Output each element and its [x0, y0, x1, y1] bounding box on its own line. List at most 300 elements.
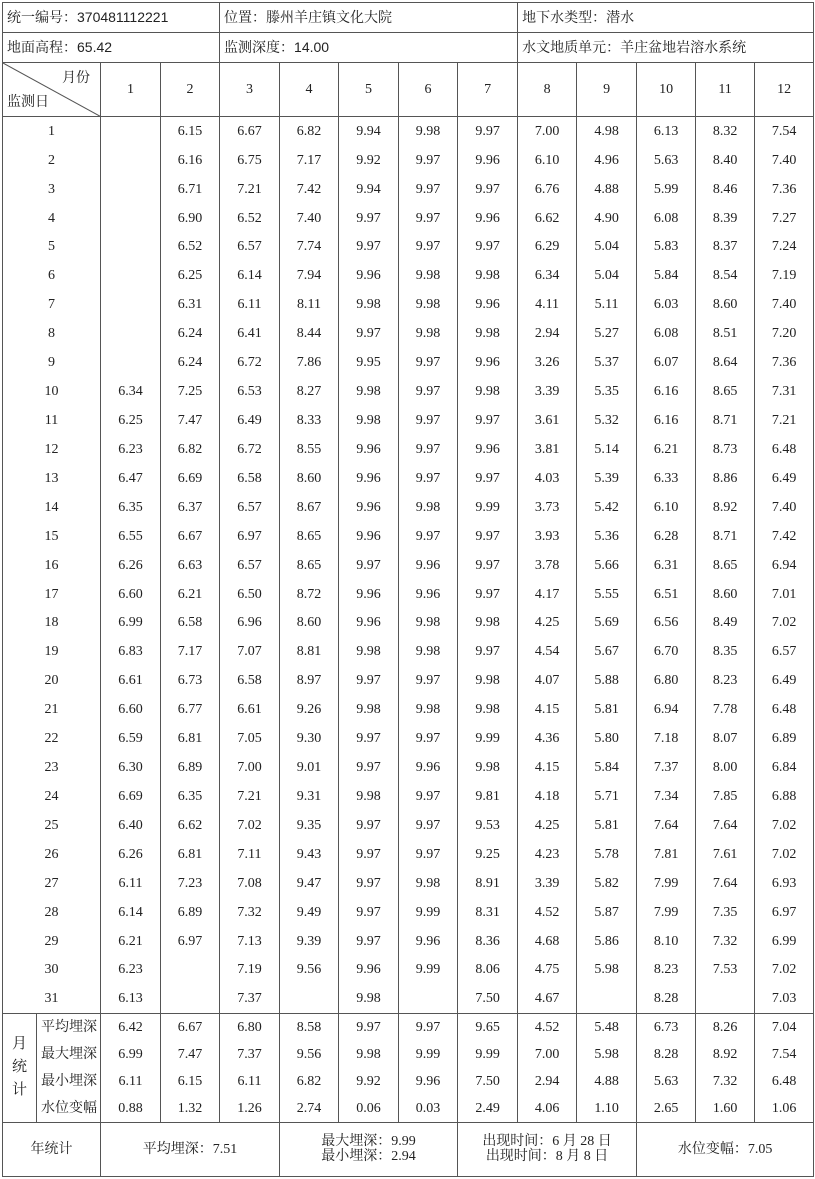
depth-cell: 6.16	[637, 377, 696, 406]
depth-cell: 5.27	[577, 319, 637, 348]
depth-cell: 6.81	[161, 724, 220, 753]
stat-cell: 7.00	[518, 1041, 577, 1068]
depth-cell: 8.54	[696, 262, 755, 291]
depth-cell: 9.97	[399, 204, 458, 233]
depth-cell: 6.21	[161, 580, 220, 609]
depth-cell: 7.34	[637, 782, 696, 811]
depth-cell: 6.25	[161, 262, 220, 291]
depth-cell: 6.49	[755, 667, 814, 696]
stat-cell: 7.04	[755, 1014, 814, 1041]
depth-cell: 5.87	[577, 898, 637, 927]
depth-cell: 7.08	[220, 869, 280, 898]
table-row	[3, 464, 814, 493]
depth-cell: 8.72	[280, 580, 339, 609]
depth-cell: 9.99	[458, 724, 518, 753]
depth-cell: 9.97	[399, 146, 458, 175]
depth-cell: 7.94	[280, 262, 339, 291]
day-label: 18	[3, 609, 101, 638]
depth-cell: 8.35	[696, 638, 755, 667]
day-label: 26	[3, 840, 101, 869]
day-label: 4	[3, 204, 101, 233]
depth-cell: 6.23	[101, 435, 161, 464]
depth-cell: 4.03	[518, 464, 577, 493]
depth-cell: 8.32	[696, 117, 755, 146]
depth-cell: 5.55	[577, 580, 637, 609]
depth-cell: 9.96	[458, 348, 518, 377]
depth-cell: 6.28	[637, 522, 696, 551]
depth-cell: 4.54	[518, 638, 577, 667]
depth-cell: 6.47	[101, 464, 161, 493]
depth-cell: 9.96	[339, 609, 399, 638]
depth-cell: 8.10	[637, 927, 696, 956]
depth-cell: 5.11	[577, 291, 637, 320]
depth-cell: 6.69	[101, 782, 161, 811]
depth-cell: 6.51	[637, 580, 696, 609]
depth-cell: 6.67	[161, 522, 220, 551]
depth-cell: 7.64	[696, 811, 755, 840]
depth-cell: 6.84	[755, 753, 814, 782]
depth-cell: 4.96	[577, 146, 637, 175]
depth-cell: 6.14	[101, 898, 161, 927]
depth-cell: 9.92	[339, 146, 399, 175]
depth-cell: 8.36	[458, 927, 518, 956]
day-label: 30	[3, 956, 101, 985]
annual-max-min	[280, 1122, 458, 1177]
stat-cell: 4.06	[518, 1095, 577, 1122]
depth-cell: 8.60	[696, 580, 755, 609]
stat-cell: 7.32	[696, 1068, 755, 1095]
depth-cell: 9.47	[280, 869, 339, 898]
depth-cell: 6.89	[755, 724, 814, 753]
day-label: 1	[3, 117, 101, 146]
depth-cell: 7.19	[220, 956, 280, 985]
depth-cell: 7.86	[280, 348, 339, 377]
month-header: 11	[696, 63, 755, 117]
depth-cell: 8.40	[696, 146, 755, 175]
depth-cell: 7.13	[220, 927, 280, 956]
table-row	[3, 609, 814, 638]
stat-cell: 2.65	[637, 1095, 696, 1122]
depth-cell: 7.27	[755, 204, 814, 233]
depth-cell: 6.08	[637, 204, 696, 233]
stat-label: 水位变幅	[37, 1095, 101, 1122]
day-label: 2	[3, 146, 101, 175]
annual-min-depth: 最小埋深：2.94	[321, 1149, 416, 1165]
depth-cell: 6.56	[637, 609, 696, 638]
depth-cell: 7.32	[696, 927, 755, 956]
depth-cell: 6.03	[637, 291, 696, 320]
depth-cell: 8.86	[696, 464, 755, 493]
depth-cell: 7.24	[755, 233, 814, 262]
header-row-1	[3, 3, 814, 33]
depth-cell: 5.84	[577, 753, 637, 782]
table-row	[3, 175, 814, 204]
depth-cell: 7.21	[220, 175, 280, 204]
stat-cell: 9.65	[458, 1014, 518, 1041]
monthly-stats-label	[3, 1014, 37, 1122]
depth-cell: 9.98	[339, 985, 399, 1014]
stat-cell: 5.98	[577, 1041, 637, 1068]
depth-cell: 9.95	[339, 348, 399, 377]
stat-label: 最大埋深	[37, 1041, 101, 1068]
depth-cell: 9.97	[399, 348, 458, 377]
stat-cell: 6.67	[161, 1014, 220, 1041]
depth-cell: 2.94	[518, 319, 577, 348]
stat-cell: 9.99	[458, 1041, 518, 1068]
depth-cell: 9.98	[458, 753, 518, 782]
depth-cell: 7.01	[755, 580, 814, 609]
depth-cell: 9.96	[339, 262, 399, 291]
depth-cell: 7.32	[220, 898, 280, 927]
depth-cell: 8.33	[280, 406, 339, 435]
depth-cell: 9.97	[399, 724, 458, 753]
depth-cell: 6.31	[161, 291, 220, 320]
depth-cell: 3.39	[518, 869, 577, 898]
depth-cell: 6.58	[220, 464, 280, 493]
depth-cell: 9.97	[339, 204, 399, 233]
depth-cell: 6.99	[101, 609, 161, 638]
depth-cell: 6.33	[637, 464, 696, 493]
depth-cell: 3.93	[518, 522, 577, 551]
stat-cell: 9.96	[399, 1068, 458, 1095]
table-row	[3, 956, 814, 985]
depth-cell: 7.42	[755, 522, 814, 551]
depth-cell: 6.62	[518, 204, 577, 233]
depth-cell: 9.43	[280, 840, 339, 869]
table-row	[3, 898, 814, 927]
table-row	[3, 348, 814, 377]
stat-cell: 6.11	[101, 1068, 161, 1095]
depth-cell: 5.83	[637, 233, 696, 262]
depth-cell: 6.71	[161, 175, 220, 204]
depth-cell: 9.97	[458, 117, 518, 146]
depth-cell	[101, 175, 161, 204]
depth-cell: 7.78	[696, 695, 755, 724]
depth-cell: 8.27	[280, 377, 339, 406]
stat-cell: 8.26	[696, 1014, 755, 1041]
depth-cell: 7.53	[696, 956, 755, 985]
depth-cell: 9.97	[399, 782, 458, 811]
depth-cell	[101, 204, 161, 233]
depth-cell: 4.17	[518, 580, 577, 609]
month-header: 2	[161, 63, 220, 117]
depth-cell: 9.98	[339, 377, 399, 406]
stat-cell: 1.06	[755, 1095, 814, 1122]
depth-cell: 6.99	[755, 927, 814, 956]
depth-cell: 6.34	[101, 377, 161, 406]
stat-cell: 7.50	[458, 1068, 518, 1095]
depth-cell: 9.96	[339, 956, 399, 985]
depth-cell: 6.57	[755, 638, 814, 667]
stat-cell: 0.06	[339, 1095, 399, 1122]
depth-cell: 9.97	[458, 233, 518, 262]
depth-cell: 6.11	[220, 291, 280, 320]
depth-cell: 7.40	[755, 291, 814, 320]
monitoring-depth: 监测深度：14.00	[220, 33, 518, 63]
depth-cell: 7.81	[637, 840, 696, 869]
depth-cell: 9.96	[339, 493, 399, 522]
depth-cell: 6.53	[220, 377, 280, 406]
depth-cell: 9.26	[280, 695, 339, 724]
depth-cell: 7.36	[755, 348, 814, 377]
table-row	[3, 580, 814, 609]
depth-cell: 6.15	[161, 117, 220, 146]
depth-cell: 8.49	[696, 609, 755, 638]
depth-cell: 5.63	[637, 146, 696, 175]
depth-cell	[399, 985, 458, 1014]
depth-cell: 8.71	[696, 406, 755, 435]
depth-cell: 7.02	[755, 956, 814, 985]
depth-cell: 7.11	[220, 840, 280, 869]
table-row	[3, 493, 814, 522]
stat-cell: 9.97	[339, 1014, 399, 1041]
depth-cell: 8.51	[696, 319, 755, 348]
stat-cell: 8.28	[637, 1041, 696, 1068]
stat-cell: 9.92	[339, 1068, 399, 1095]
depth-cell: 6.70	[637, 638, 696, 667]
depth-cell: 9.97	[339, 667, 399, 696]
depth-cell: 9.98	[339, 695, 399, 724]
depth-cell: 8.07	[696, 724, 755, 753]
table-row	[3, 695, 814, 724]
day-label: 23	[3, 753, 101, 782]
depth-cell: 6.26	[101, 840, 161, 869]
depth-cell: 7.37	[637, 753, 696, 782]
depth-cell: 6.50	[220, 580, 280, 609]
depth-cell: 9.98	[458, 377, 518, 406]
stat-cell: 0.03	[399, 1095, 458, 1122]
stat-cell: 5.63	[637, 1068, 696, 1095]
depth-cell: 7.02	[755, 840, 814, 869]
depth-cell: 7.37	[220, 985, 280, 1014]
depth-cell: 4.68	[518, 927, 577, 956]
depth-cell: 9.99	[458, 493, 518, 522]
depth-cell: 6.30	[101, 753, 161, 782]
depth-cell: 9.96	[458, 291, 518, 320]
depth-cell: 9.81	[458, 782, 518, 811]
depth-cell: 9.97	[399, 522, 458, 551]
depth-cell: 5.88	[577, 667, 637, 696]
stat-cell: 1.32	[161, 1095, 220, 1122]
stat-cell: 6.15	[161, 1068, 220, 1095]
depth-cell: 9.97	[458, 580, 518, 609]
table-row	[3, 262, 814, 291]
depth-cell: 9.31	[280, 782, 339, 811]
stat-cell: 8.92	[696, 1041, 755, 1068]
depth-cell: 9.98	[458, 695, 518, 724]
stat-label: 平均埋深	[37, 1014, 101, 1041]
depth-cell: 6.58	[220, 667, 280, 696]
depth-cell: 6.07	[637, 348, 696, 377]
depth-cell: 6.63	[161, 551, 220, 580]
depth-cell: 5.86	[577, 927, 637, 956]
depth-cell: 9.99	[399, 898, 458, 927]
depth-cell: 9.98	[399, 291, 458, 320]
depth-cell: 7.25	[161, 377, 220, 406]
stat-cell: 8.58	[280, 1014, 339, 1041]
depth-cell: 9.98	[399, 638, 458, 667]
depth-cell: 6.10	[518, 146, 577, 175]
depth-cell: 6.23	[101, 956, 161, 985]
depth-cell: 9.96	[399, 580, 458, 609]
month-header: 5	[339, 63, 399, 117]
table-row	[3, 117, 814, 146]
depth-cell: 6.59	[101, 724, 161, 753]
groundwater-monitoring-table	[2, 2, 814, 1177]
month-header: 9	[577, 63, 637, 117]
depth-cell: 9.98	[399, 609, 458, 638]
depth-cell: 9.94	[339, 117, 399, 146]
depth-cell: 6.81	[161, 840, 220, 869]
depth-cell: 5.99	[637, 175, 696, 204]
depth-cell: 6.16	[161, 146, 220, 175]
depth-cell: 9.97	[339, 319, 399, 348]
depth-cell: 7.31	[755, 377, 814, 406]
depth-cell: 9.98	[399, 695, 458, 724]
depth-cell: 9.96	[339, 522, 399, 551]
depth-cell: 4.52	[518, 898, 577, 927]
day-label: 28	[3, 898, 101, 927]
depth-cell: 8.39	[696, 204, 755, 233]
depth-cell: 8.28	[637, 985, 696, 1014]
depth-cell: 8.44	[280, 319, 339, 348]
depth-cell	[101, 319, 161, 348]
depth-cell: 9.97	[458, 638, 518, 667]
table-row	[3, 291, 814, 320]
hydrogeologic-unit: 水文地质单元：羊庄盆地岩溶水系统	[518, 33, 814, 63]
depth-cell: 6.88	[755, 782, 814, 811]
depth-cell: 9.01	[280, 753, 339, 782]
day-label: 22	[3, 724, 101, 753]
depth-cell: 6.61	[101, 667, 161, 696]
day-label: 6	[3, 262, 101, 291]
depth-cell: 9.97	[399, 233, 458, 262]
depth-cell: 7.05	[220, 724, 280, 753]
depth-cell: 7.35	[696, 898, 755, 927]
depth-cell: 6.48	[755, 695, 814, 724]
station-id: 统一编号：370481112221	[3, 3, 220, 33]
annual-max-depth: 最大埋深：9.99	[321, 1133, 416, 1149]
depth-cell	[101, 348, 161, 377]
depth-cell: 6.11	[101, 869, 161, 898]
depth-cell: 6.97	[220, 522, 280, 551]
depth-cell: 3.78	[518, 551, 577, 580]
depth-cell: 6.14	[220, 262, 280, 291]
depth-cell: 9.97	[399, 667, 458, 696]
day-label: 19	[3, 638, 101, 667]
depth-cell: 6.80	[637, 667, 696, 696]
table-row	[3, 811, 814, 840]
depth-cell: 5.82	[577, 869, 637, 898]
day-label: 24	[3, 782, 101, 811]
depth-cell: 7.74	[280, 233, 339, 262]
depth-cell: 6.89	[161, 898, 220, 927]
day-label: 9	[3, 348, 101, 377]
depth-cell: 9.30	[280, 724, 339, 753]
day-label: 29	[3, 927, 101, 956]
depth-cell: 9.98	[399, 117, 458, 146]
depth-cell	[101, 117, 161, 146]
month-header: 6	[399, 63, 458, 117]
depth-cell: 6.55	[101, 522, 161, 551]
depth-cell: 6.13	[637, 117, 696, 146]
depth-cell: 9.39	[280, 927, 339, 956]
depth-cell: 6.29	[518, 233, 577, 262]
depth-cell: 9.96	[339, 580, 399, 609]
depth-cell: 8.37	[696, 233, 755, 262]
depth-cell: 4.23	[518, 840, 577, 869]
stat-cell: 1.26	[220, 1095, 280, 1122]
depth-cell: 4.25	[518, 609, 577, 638]
annual-average: 平均埋深：7.51	[101, 1122, 280, 1177]
depth-cell: 9.96	[399, 551, 458, 580]
day-label: 21	[3, 695, 101, 724]
depth-cell: 9.98	[458, 319, 518, 348]
day-label: 16	[3, 551, 101, 580]
stat-cell: 6.99	[101, 1041, 161, 1068]
depth-cell: 6.97	[755, 898, 814, 927]
monthly-stats-label-char: 月	[11, 1035, 27, 1052]
depth-cell	[101, 262, 161, 291]
day-label: 13	[3, 464, 101, 493]
depth-cell: 6.73	[161, 667, 220, 696]
depth-cell: 9.96	[339, 464, 399, 493]
depth-cell: 9.97	[339, 927, 399, 956]
depth-cell: 9.25	[458, 840, 518, 869]
depth-cell: 9.97	[458, 464, 518, 493]
depth-cell: 9.96	[399, 753, 458, 782]
depth-cell: 6.35	[161, 782, 220, 811]
depth-cell: 9.98	[339, 406, 399, 435]
month-header: 10	[637, 63, 696, 117]
depth-cell: 6.24	[161, 319, 220, 348]
table-row	[3, 753, 814, 782]
month-header: 3	[220, 63, 280, 117]
depth-cell: 8.73	[696, 435, 755, 464]
depth-cell: 6.83	[101, 638, 161, 667]
stat-cell: 9.97	[399, 1014, 458, 1041]
depth-cell: 7.02	[755, 609, 814, 638]
depth-cell: 6.35	[101, 493, 161, 522]
depth-cell: 6.24	[161, 348, 220, 377]
month-axis-label: 月份	[62, 71, 90, 87]
stat-cell: 6.48	[755, 1068, 814, 1095]
stat-cell: 9.99	[399, 1041, 458, 1068]
stat-cell: 6.82	[280, 1068, 339, 1095]
depth-cell	[696, 985, 755, 1014]
depth-cell: 8.71	[696, 522, 755, 551]
depth-cell: 9.97	[339, 724, 399, 753]
day-label: 31	[3, 985, 101, 1014]
depth-cell: 9.98	[339, 782, 399, 811]
depth-cell: 6.16	[637, 406, 696, 435]
depth-cell: 6.13	[101, 985, 161, 1014]
depth-cell: 6.69	[161, 464, 220, 493]
depth-cell: 5.32	[577, 406, 637, 435]
depth-cell: 4.11	[518, 291, 577, 320]
depth-cell: 8.64	[696, 348, 755, 377]
table-row	[3, 985, 814, 1014]
depth-cell: 5.35	[577, 377, 637, 406]
depth-cell: 7.17	[161, 638, 220, 667]
table-row	[3, 927, 814, 956]
annual-occurrence-times	[458, 1122, 637, 1177]
depth-cell: 4.15	[518, 695, 577, 724]
depth-cell	[161, 985, 220, 1014]
depth-cell: 5.71	[577, 782, 637, 811]
depth-cell: 7.20	[755, 319, 814, 348]
stat-cell: 6.73	[637, 1014, 696, 1041]
